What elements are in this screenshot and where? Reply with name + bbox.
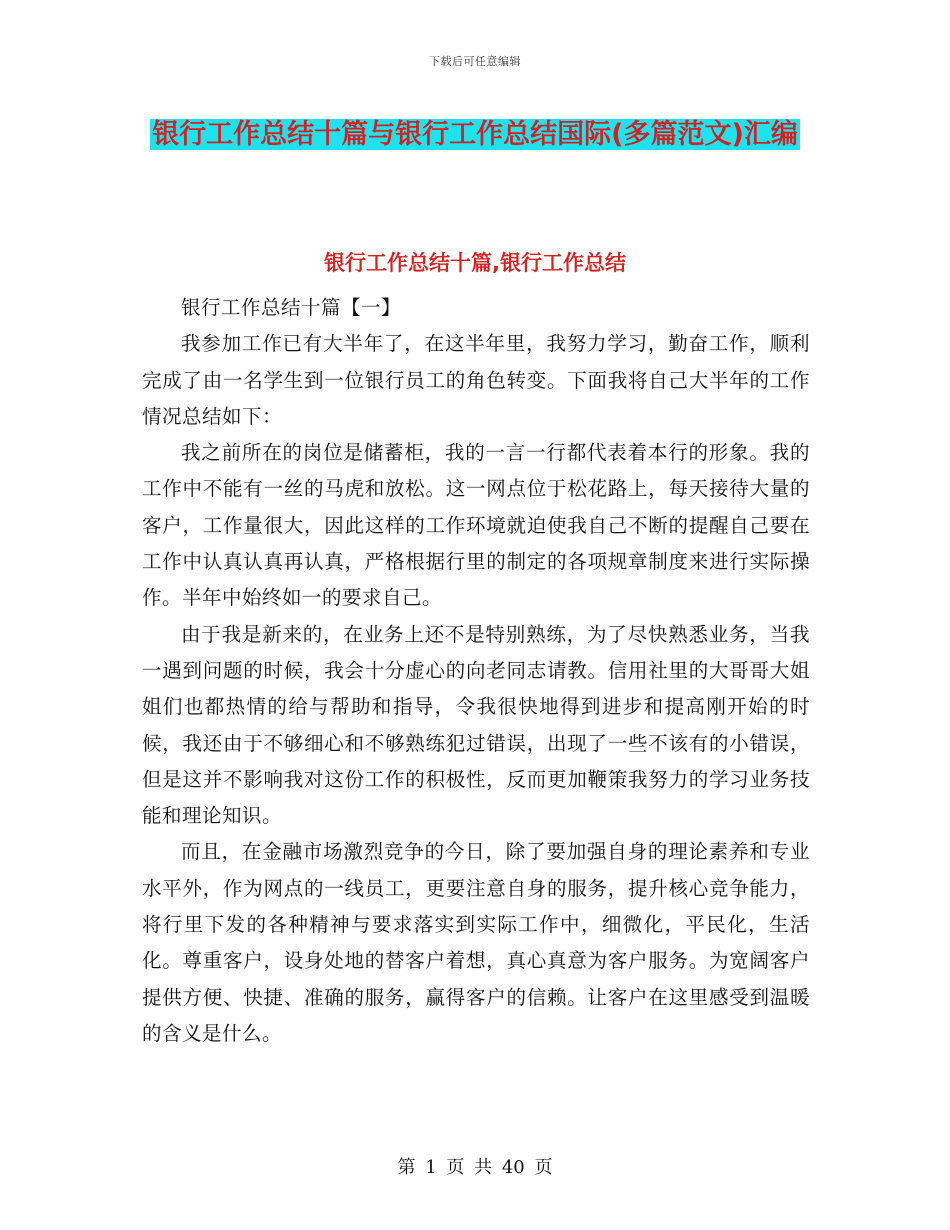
- header-note: 下载后可任意编辑: [429, 55, 521, 68]
- body-paragraph: 由于我是新来的，在业务上还不是特别熟练，为了尽快熟悉业务，当我一遇到问题的时候，我会十分虚心的向老同志请教。信用社里的大哥哥大姐姐们也都热情的给与帮助和指导，令我很快地得到进步和提高刚开始的时候，我还由于不够细心和不够熟练犯过错误，出现了一些不该有的小错误，但是这并不影响我对这份工作的积极性，反而更加鞭策我努力的学习业务技能和理论知识。: [142, 622, 810, 828]
- document-title-text: 银行工作总结十篇与银行工作总结国际(多篇范文)汇编: [152, 119, 798, 150]
- body-paragraph: 而且，在金融市场激烈竞争的今日，除了要加强自身的理论素养和专业水平外，作为网点的一线员工，更要注意自身的服务，提升核心竞争能力，将行里下发的各种精神与要求落实到实际工作中，细微化，平民化，生活化。尊重客户，设身处地的替客户着想，真心真意为客户服务。为宽阔客户提供方便、快捷、准确的服务，赢得客户的信赖。让客户在这里感受到温暖的含义是什么。: [142, 840, 810, 1045]
- body-paragraph: 我之前所在的岗位是储蓄柜，我的一言一行都代表着本行的形象。我的工作中不能有一丝的马虎和放松。这一网点位于松花路上，每天接待大量的客户，工作量很大，因此这样的工作环境就迫使我自己不断的提醒自己要在工作中认真认真再认真，严格根据行里的制定的各项规章制度来进行实际操作。半年中始终如一的要求自己。: [142, 441, 810, 610]
- body-paragraph: 我参加工作已有大半年了，在这半年里，我努力学习，勤奋工作，顺利完成了由一名学生到一位银行员工的角色转变。下面我将自己大半年的工作情况总结如下：: [142, 332, 810, 428]
- section-heading: 银行工作总结十篇【一】: [181, 296, 402, 319]
- document-body: [142, 290, 810, 1052]
- document-title: [140, 112, 810, 157]
- document-subtitle: 银行工作总结十篇,银行工作总结: [324, 251, 626, 275]
- page-number: 第 1 页 共 40 页: [397, 1157, 553, 1178]
